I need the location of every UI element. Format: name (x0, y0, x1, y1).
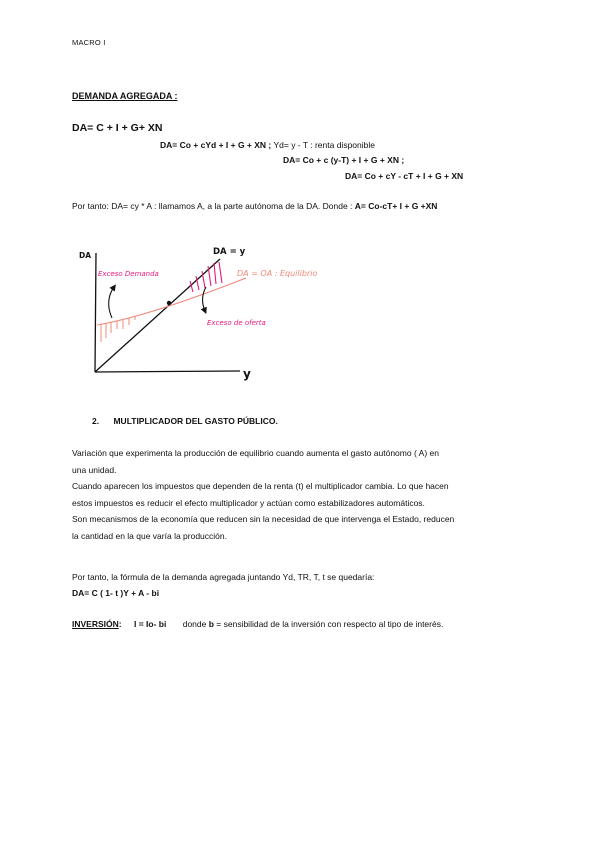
page-header: MACRO I (72, 38, 106, 47)
formula-da-line3: DA= Co + c (y-T) + I + G + XN ; (283, 155, 405, 165)
section-number: 2. (92, 416, 100, 426)
equilibrium-point (167, 301, 171, 305)
section-title-multiplicador (92, 416, 278, 426)
paragraph-line: una unidad. (72, 464, 117, 475)
inversion-label: INVERSIÓN (72, 619, 119, 629)
y-axis (95, 253, 96, 372)
inversion-equation: I = Io- bi (133, 619, 167, 629)
inversion-desc-rest: = sensibilidad de la inversión con respecto al tipo de interés. (213, 619, 444, 629)
inversion-line (72, 619, 443, 629)
exceso-demanda-label: Exceso Demanda (98, 270, 159, 278)
paragraph-line: Cuando aparecen los impuestos que dependen de la renta (t) el multiplicador cambia. Lo que hacen (72, 481, 449, 492)
equilibrium-label: DA = OA : Equilibrio (237, 269, 318, 278)
formula-yd-definition: Yd= y - T : renta disponible (273, 140, 375, 150)
x-axis (95, 371, 240, 372)
paragraph-line: la cantidad en la que varía la producción. (72, 530, 227, 541)
inversion-desc-bold: b (208, 619, 214, 629)
arrow-exceso-oferta (203, 287, 207, 311)
line-45-label: DA = y (213, 247, 246, 257)
inversion-colon: : (118, 619, 122, 629)
formula-da-line4: DA= Co + cY - cT + I + G + XN (345, 171, 464, 181)
formula-da-main: DA= C + I + G+ XN (72, 122, 163, 134)
y-axis-label: DA (79, 251, 92, 260)
paragraph-parte-autonoma-text: Por tanto: DA= cy * A : llamamos A, a la parte autónoma de la DA. Donde : (72, 201, 355, 211)
exceso-oferta-label: Exceso de oferta (207, 319, 266, 327)
paragraph-line: estos impuestos es reducir el efecto multiplicador y actúan como estabilizadores automáticos. (72, 497, 425, 508)
da-line (97, 278, 246, 325)
formula-da-line2-bold: DA= Co + cYd + I + G + XN ; (160, 140, 272, 150)
paragraph-parte-autonoma-formula: A= Co-cT+ I + G +XN (354, 201, 438, 211)
paragraph-line: Variación que experimenta la producción de equilibrio cuando aumenta el gasto autónomo ( A) en (72, 448, 439, 458)
inversion-description (183, 619, 444, 629)
section-title-text: MULTIPLICADOR DEL GASTO PÚBLICO. (113, 416, 278, 426)
formula-intro-text: Por tanto, la fórmula de la demanda agregada juntando Yd, TR, T, t se quedaría: (72, 572, 375, 582)
formula-da-con-impuestos: DA= C ( 1- t )Y + A - bi (72, 588, 160, 598)
x-axis-label: y (243, 367, 251, 381)
inversion-desc-prefix: donde (182, 619, 209, 629)
arrow-exceso-demanda (109, 287, 114, 318)
section-title-demanda-agregada: DEMANDA AGREGADA : (72, 91, 178, 101)
paragraph-line: Son mecanismos de la economía que reducen sin la necesidad de que intervenga el Estado, reducen (72, 514, 455, 525)
hatching-exceso-demanda (101, 316, 135, 342)
paragraph-multiplicador (72, 445, 532, 545)
